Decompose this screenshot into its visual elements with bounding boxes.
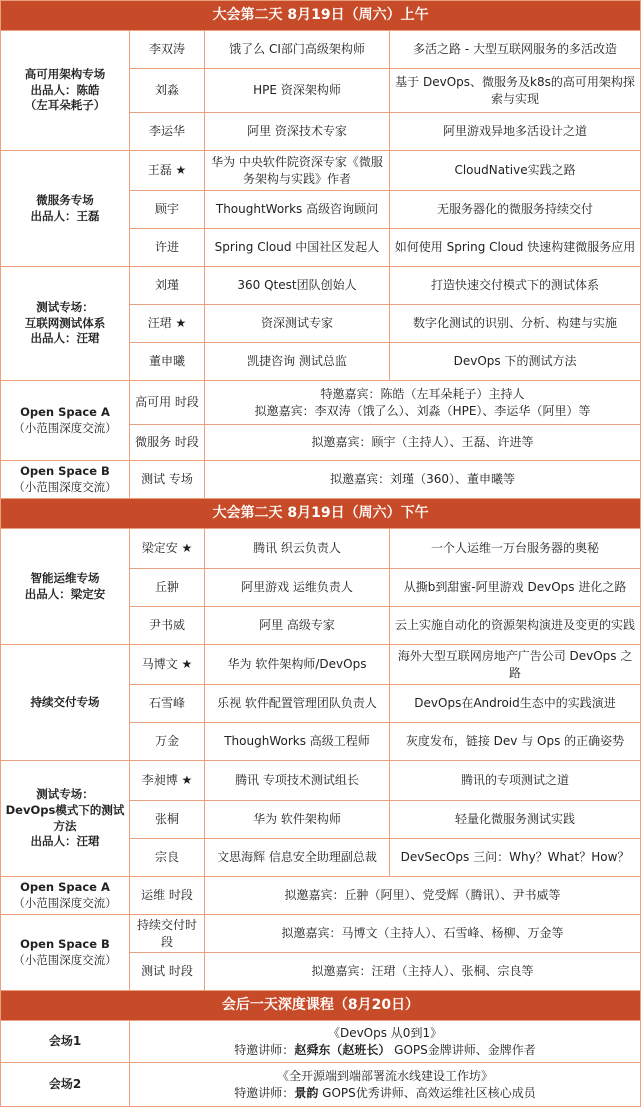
session-row — [1, 761, 641, 801]
speaker-name: 宗良 — [130, 839, 205, 877]
track-line: 智能运维专场 — [30, 570, 100, 585]
slot-guests — [205, 915, 641, 953]
open-space-subtitle: （小范围深度交流） — [13, 952, 117, 967]
slot-label: 运维 时段 — [130, 877, 205, 915]
guest-line: 拟邀嘉宾：李双涛（饿了么）、刘淼（HPE）、李运华（阿里）等 — [254, 403, 591, 418]
course-lecturer-line — [134, 1085, 636, 1101]
course-info — [130, 1021, 641, 1063]
course-lecturer-name: 景韵 — [294, 1085, 319, 1100]
open-space-title — [1, 877, 130, 915]
course-title: 《DevOps 从0到1》 — [327, 1026, 443, 1041]
talk-topic: 腾讯的专项测试之道 — [390, 761, 641, 801]
course-row — [1, 1063, 641, 1107]
speaker-role: 阿里 资深技术专家 — [205, 113, 390, 151]
talk-topic: 从撕b到甜蜜-阿里游戏 DevOps 进化之路 — [390, 569, 641, 607]
open-space-row — [1, 915, 641, 953]
speaker-role: 华为 中央软件院资深专家《微服务架构与实践》作者 — [205, 151, 390, 191]
open-space-name: Open Space A — [20, 404, 110, 419]
track-title — [1, 645, 130, 761]
track-line: 出品人：王磊 — [30, 208, 100, 223]
guest-line: 拟邀嘉宾：汪珺（主持人）、张桐、宗良等 — [311, 964, 534, 979]
speaker-role: 饿了么 CI部门高级架构师 — [205, 31, 390, 69]
open-space-row — [1, 877, 641, 915]
talk-topic: 一个人运维一万台服务器的奥秘 — [390, 529, 641, 569]
slot-label: 测试 专场 — [130, 461, 205, 499]
speaker-name: 顾宇 — [130, 191, 205, 229]
speaker-name: 丘翀 — [130, 569, 205, 607]
open-space-name: Open Space A — [20, 879, 110, 894]
slot-guests — [205, 381, 641, 425]
track-title — [1, 31, 130, 151]
course-venue: 会场1 — [1, 1021, 130, 1063]
speaker-name: 尹书威 — [130, 607, 205, 645]
open-space-row — [1, 461, 641, 499]
course-row — [1, 1021, 641, 1063]
speaker-name: 汪珺 ★ — [130, 305, 205, 343]
open-space-title — [1, 381, 130, 461]
slot-guests — [205, 877, 641, 915]
course-title: 《全开源端到端部署流水线建设工作坊》 — [277, 1069, 494, 1084]
talk-topic: 数字化测试的识别、分析、构建与实施 — [390, 305, 641, 343]
talk-topic: DevOps 下的测试方法 — [390, 343, 641, 381]
speaker-name: 许进 — [130, 229, 205, 267]
talk-topic: DevSecOps 三问：Why？What？How？ — [390, 839, 641, 877]
talk-topic: DevOps在Android生态中的实践演进 — [390, 685, 641, 723]
talk-topic: 基于 DevOps、微服务及k8s的高可用架构探索与实现 — [390, 69, 641, 113]
guest-line: 拟邀嘉宾：马博文（主持人）、石雪峰、杨柳、万金等 — [281, 926, 564, 941]
track-line: 方法 — [53, 818, 77, 833]
speaker-name: 石雪峰 — [130, 685, 205, 723]
speaker-role: 腾讯 专项技术测试组长 — [205, 761, 390, 801]
track-title — [1, 267, 130, 381]
slot-guests — [205, 425, 641, 461]
slot-label: 高可用 时段 — [130, 381, 205, 425]
guest-line: 拟邀嘉宾：刘瑾（360）、董申曦等 — [330, 472, 515, 487]
afternoon-header-row — [1, 499, 641, 529]
course-lecturer-desc: GOPS优秀讲师、高效运维社区核心成员 — [318, 1085, 536, 1100]
speaker-role: ThoughWorks 高级工程师 — [205, 723, 390, 761]
talk-topic: 阿里游戏异地多活设计之道 — [390, 113, 641, 151]
track-line: （左耳朵耗子） — [24, 98, 106, 113]
track-line: 出品人：陈皓 — [30, 82, 100, 97]
slot-label: 微服务 时段 — [130, 425, 205, 461]
afternoon-header: 大会第二天 8月19日（周六）下午 — [1, 499, 641, 529]
speaker-role: Spring Cloud 中国社区发起人 — [205, 229, 390, 267]
session-row — [1, 645, 641, 685]
talk-topic: 海外大型互联网房地产广告公司 DevOps 之路 — [390, 645, 641, 685]
track-line: 持续交付专场 — [30, 694, 100, 709]
slot-label: 持续交付时段 — [130, 915, 205, 953]
course-venue: 会场2 — [1, 1063, 130, 1107]
speaker-role: 腾讯 织云负责人 — [205, 529, 390, 569]
track-line: 测试专场： — [36, 300, 94, 315]
slot-guests — [205, 953, 641, 991]
track-line: 出品人：梁定安 — [24, 586, 106, 601]
track-title — [1, 761, 130, 877]
course-header: 会后一天深度课程（8月20日） — [1, 991, 641, 1021]
speaker-name: 刘淼 — [130, 69, 205, 113]
course-lecturer-line — [134, 1042, 636, 1058]
speaker-name: 张桐 — [130, 801, 205, 839]
talk-topic: 轻量化微服务测试实践 — [390, 801, 641, 839]
open-space-name: Open Space B — [20, 936, 110, 951]
open-space-subtitle: （小范围深度交流） — [13, 420, 117, 435]
course-header-row — [1, 991, 641, 1021]
session-row — [1, 529, 641, 569]
track-line: 互联网测试体系 — [24, 315, 106, 330]
track-line: 测试专场： — [36, 787, 94, 802]
course-lecturer-prefix: 特邀讲师： — [234, 1085, 295, 1100]
talk-topic: CloudNative实践之路 — [390, 151, 641, 191]
morning-header: 大会第二天 8月19日（周六）上午 — [1, 1, 641, 31]
speaker-role: ThoughtWorks 高级咨询顾问 — [205, 191, 390, 229]
speaker-name: 王磊 ★ — [130, 151, 205, 191]
open-space-subtitle: （小范围深度交流） — [13, 895, 117, 910]
track-title — [1, 151, 130, 267]
course-info — [130, 1063, 641, 1107]
guest-line: 拟邀嘉宾：丘翀（阿里）、党受辉（腾讯）、尹书威等 — [284, 888, 561, 903]
talk-topic: 无服务器化的微服务持续交付 — [390, 191, 641, 229]
speaker-name: 刘瑾 — [130, 267, 205, 305]
speaker-role: 360 Qtest团队创始人 — [205, 267, 390, 305]
speaker-role: 华为 软件架构师 — [205, 801, 390, 839]
session-row — [1, 31, 641, 69]
schedule-body — [1, 1, 641, 1107]
track-title — [1, 529, 130, 645]
speaker-name: 李昶博 ★ — [130, 761, 205, 801]
track-line: 出品人：汪珺 — [30, 331, 100, 346]
session-row — [1, 151, 641, 191]
slot-guests — [205, 461, 641, 499]
speaker-name: 李双涛 — [130, 31, 205, 69]
open-space-title — [1, 461, 130, 499]
speaker-role: 华为 软件架构师/DevOps — [205, 645, 390, 685]
course-lecturer-name: 赵舜东（赵班长） — [294, 1042, 391, 1057]
talk-topic: 云上实施自动化的资源架构演进及变更的实践 — [390, 607, 641, 645]
speaker-name: 万金 — [130, 723, 205, 761]
course-lecturer-desc: GOPS金牌讲师、金牌作者 — [390, 1042, 536, 1057]
speaker-name: 李运华 — [130, 113, 205, 151]
talk-topic: 多活之路 - 大型互联网服务的多活改造 — [390, 31, 641, 69]
speaker-name: 马博文 ★ — [130, 645, 205, 685]
course-lecturer-prefix: 特邀讲师： — [234, 1042, 295, 1057]
track-line: 微服务专场 — [36, 192, 94, 207]
speaker-name: 梁定安 ★ — [130, 529, 205, 569]
open-space-subtitle: （小范围深度交流） — [13, 479, 117, 494]
open-space-row — [1, 381, 641, 425]
slot-label: 测试 时段 — [130, 953, 205, 991]
speaker-name: 董申曦 — [130, 343, 205, 381]
open-space-name: Open Space B — [20, 463, 110, 478]
speaker-role: 乐视 软件配置管理团队负责人 — [205, 685, 390, 723]
speaker-role: HPE 资深架构师 — [205, 69, 390, 113]
speaker-role: 凯捷咨询 测试总监 — [205, 343, 390, 381]
morning-header-row — [1, 1, 641, 31]
track-line: 出品人：汪珺 — [30, 834, 100, 849]
talk-topic: 打造快速交付模式下的测试体系 — [390, 267, 641, 305]
open-space-title — [1, 915, 130, 991]
speaker-role: 阿里 高级专家 — [205, 607, 390, 645]
guest-line: 拟邀嘉宾：顾宇（主持人）、王磊、许进等 — [311, 435, 534, 450]
guest-line: 特邀嘉宾：陈皓（左耳朵耗子）主持人 — [320, 387, 525, 402]
speaker-role: 文思海辉 信息安全助理副总裁 — [205, 839, 390, 877]
talk-topic: 灰度发布，链接 Dev 与 Ops 的正确姿势 — [390, 723, 641, 761]
session-row — [1, 267, 641, 305]
track-line: DevOps模式下的测试 — [5, 802, 125, 817]
speaker-role: 资深测试专家 — [205, 305, 390, 343]
speaker-role: 阿里游戏 运维负责人 — [205, 569, 390, 607]
talk-topic: 如何使用 Spring Cloud 快速构建微服务应用 — [390, 229, 641, 267]
track-line: 高可用架构专场 — [24, 67, 106, 82]
